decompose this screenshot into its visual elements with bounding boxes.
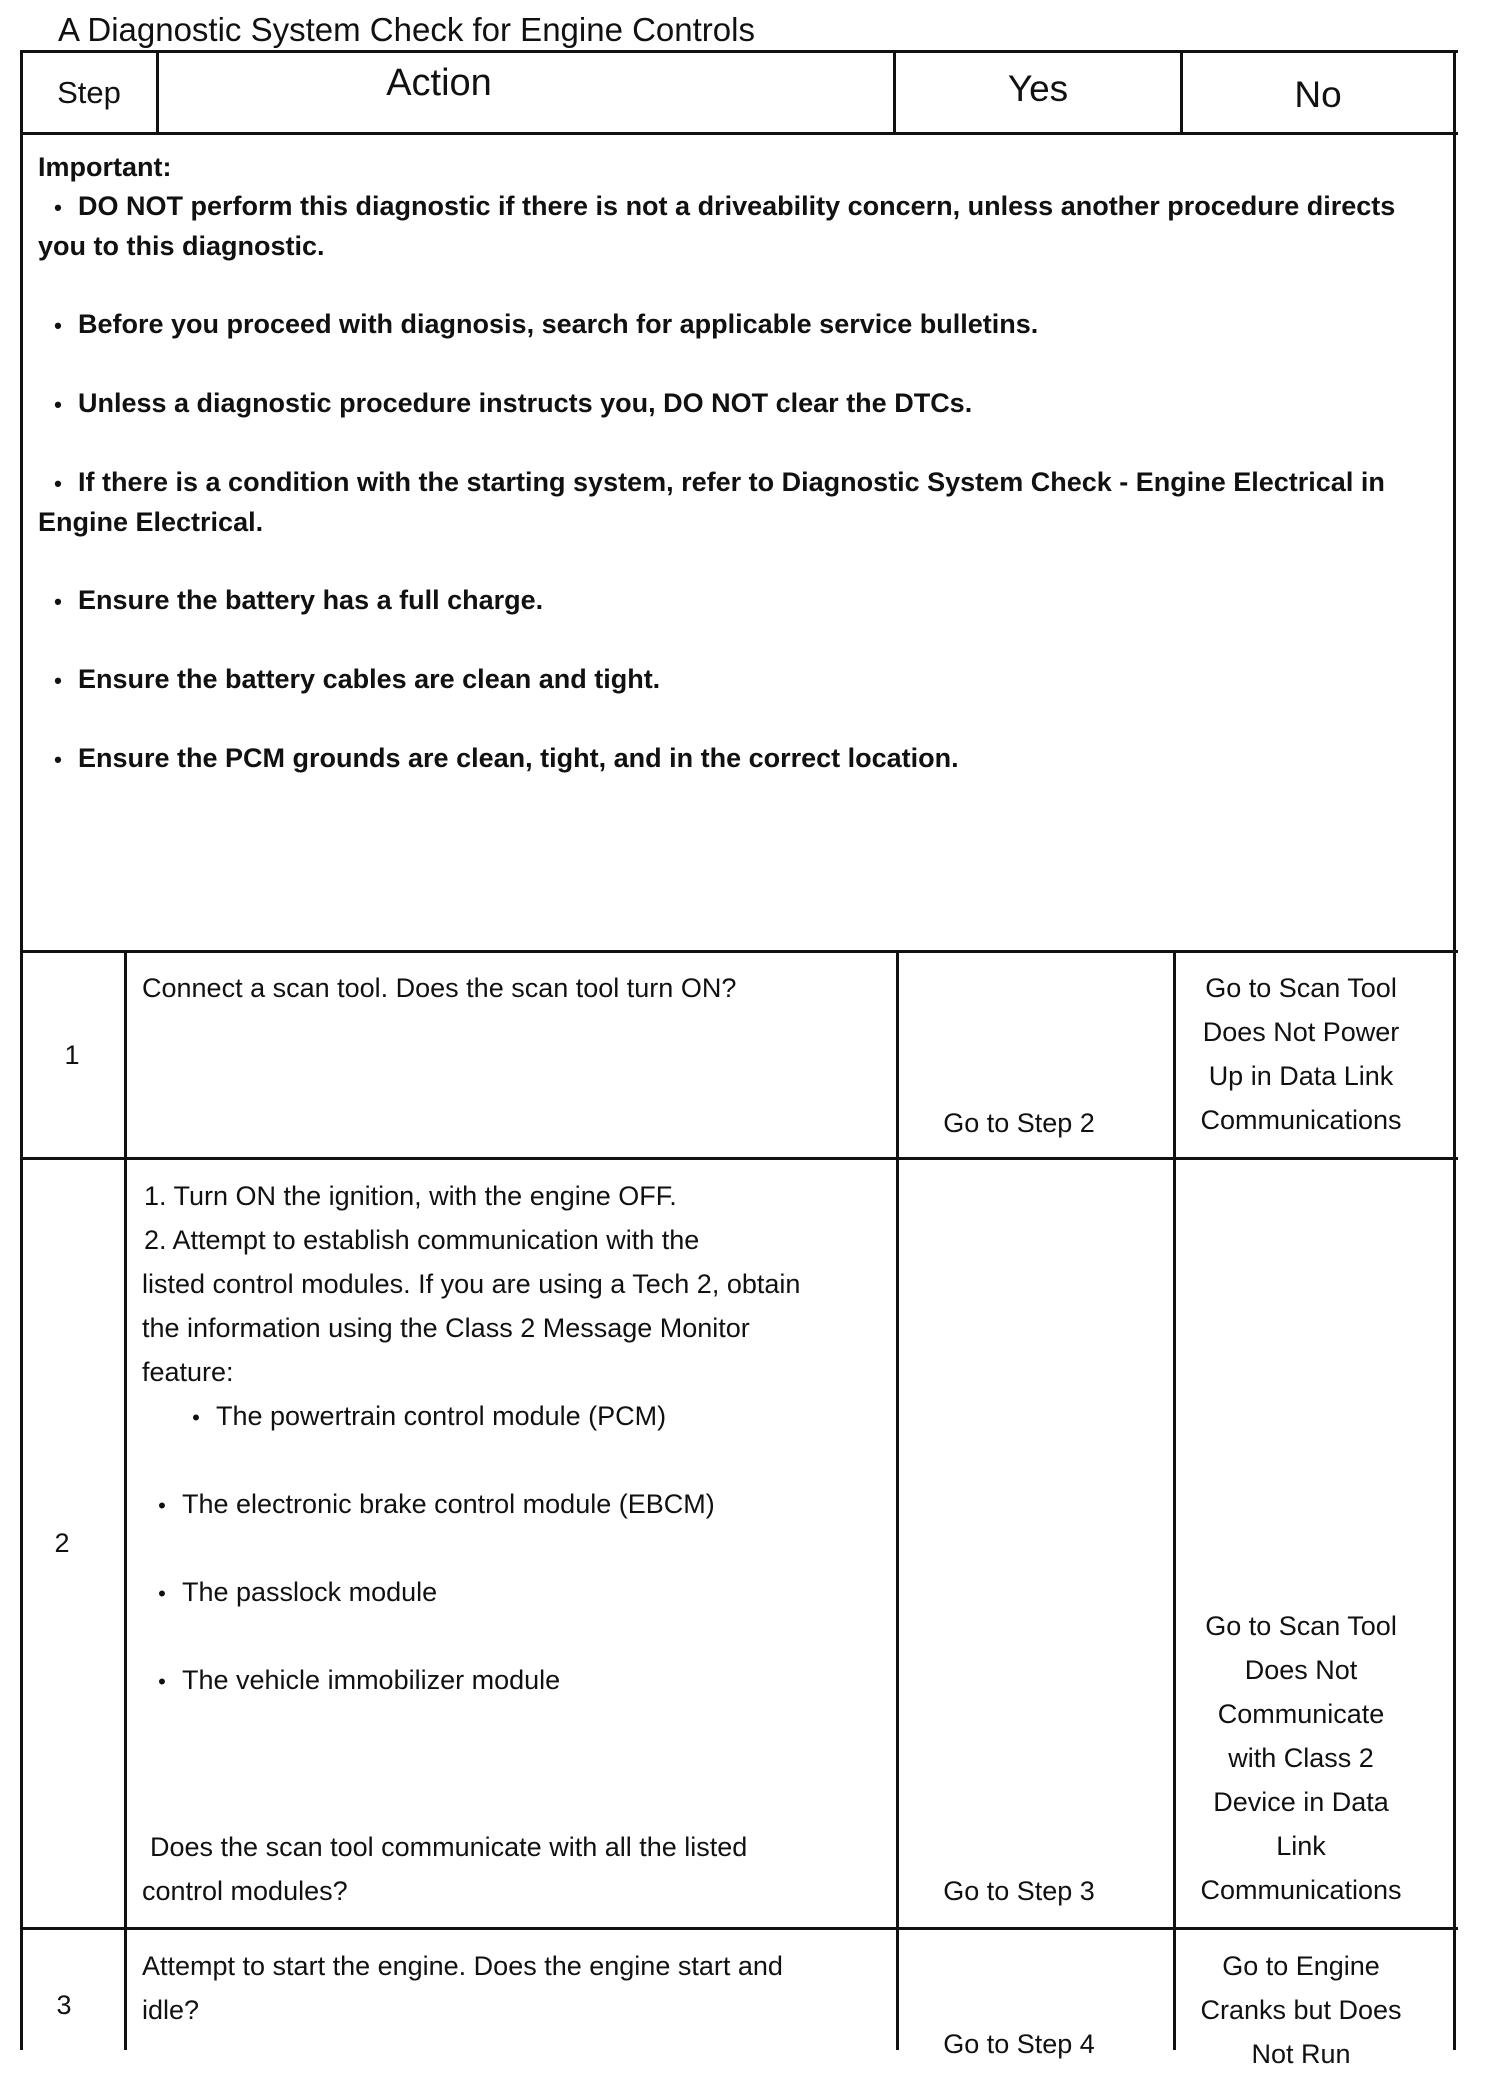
step-2-question: Does the scan tool communicate with all the listed control modules? (142, 1832, 748, 1906)
bullet-icon: • (158, 1493, 166, 1518)
bullet-icon: • (54, 668, 62, 693)
step-3-yes: Go to Step 4 (943, 2029, 1095, 2059)
row2-bottom-border (20, 1927, 1458, 1930)
step-number-3: 3 (56, 1990, 72, 2020)
important-bottom-border (20, 950, 1458, 953)
table-left-border (20, 50, 23, 2050)
module-item: • The powertrain control module (PCM) (142, 1394, 887, 1440)
table-right-border (1453, 50, 1456, 2050)
step-2-action: 1. Turn ON the ignition, with the engine OFF. 2. Attempt to establish communication with the listed control modules. If you are using a Tech 2, obtain the information using the Class 2 Message Monitor feature: • The powertrain control module (PCM) • The electronic brake control module (EBCM) • The passlock module • The vehicle immobilizer module (142, 1174, 887, 1704)
step-1-no: Go to Scan Tool Does Not Power Up in Data Link Communications (1200, 973, 1402, 1135)
bullet-icon: • (54, 392, 62, 417)
step-3-action: Attempt to start the engine. Does the engine start and idle? (142, 1951, 783, 2025)
module-item: • The passlock module (142, 1570, 887, 1616)
bullet-icon: • (54, 747, 62, 772)
header-no: No (1294, 74, 1342, 115)
bullet-icon: • (54, 589, 62, 614)
bullet-icon: • (192, 1405, 200, 1430)
important-item: • Ensure the PCM grounds are clean, tight, and in the correct location. (38, 739, 1438, 779)
module-item: • The vehicle immobilizer module (142, 1658, 887, 1704)
header-yes: Yes (1007, 68, 1069, 109)
step-number-2: 2 (54, 1528, 70, 1558)
step-number-1: 1 (64, 1040, 80, 1070)
important-section (38, 148, 1438, 818)
bullet-icon: • (158, 1581, 166, 1606)
important-item: • Before you proceed with diagnosis, search for applicable service bulletins. (38, 305, 1438, 345)
step-2-no: Go to Scan Tool Does Not Communicate with Class 2 Device in Data Link Communications (1200, 1611, 1402, 1905)
document-title: A Diagnostic System Check for Engine Controls (58, 11, 755, 48)
bullet-icon: • (54, 195, 62, 220)
important-item: • Ensure the battery cables are clean and tight. (38, 660, 1438, 700)
header-step: Step (57, 75, 121, 110)
important-item: • If there is a condition with the starting system, refer to Diagnostic System Check - Engine Electrical in Engine Electrical. (38, 463, 1438, 542)
important-item: • Unless a diagnostic procedure instructs you, DO NOT clear the DTCs. (38, 384, 1438, 424)
step-3-no: Go to Engine Cranks but Does Not Run (1200, 1951, 1402, 2069)
header-action: Action (386, 61, 492, 104)
important-label: Important: (38, 152, 172, 182)
bullet-icon: • (158, 1669, 166, 1694)
bullet-icon: • (54, 313, 62, 338)
row1-bottom-border (20, 1157, 1458, 1160)
module-item: • The electronic brake control module (EBCM) (142, 1482, 887, 1528)
important-item: • DO NOT perform this diagnostic if there is not a driveability concern, unless another procedure directs you to this diagnostic. (38, 187, 1438, 266)
step-1-yes: Go to Step 2 (943, 1108, 1095, 1138)
bullet-icon: • (54, 471, 62, 496)
body-divider-step (124, 950, 127, 2050)
step-2-yes: Go to Step 3 (943, 1876, 1095, 1906)
important-item: • Ensure the battery has a full charge. (38, 581, 1438, 621)
step-1-action: Connect a scan tool. Does the scan tool turn ON? (142, 973, 737, 1003)
